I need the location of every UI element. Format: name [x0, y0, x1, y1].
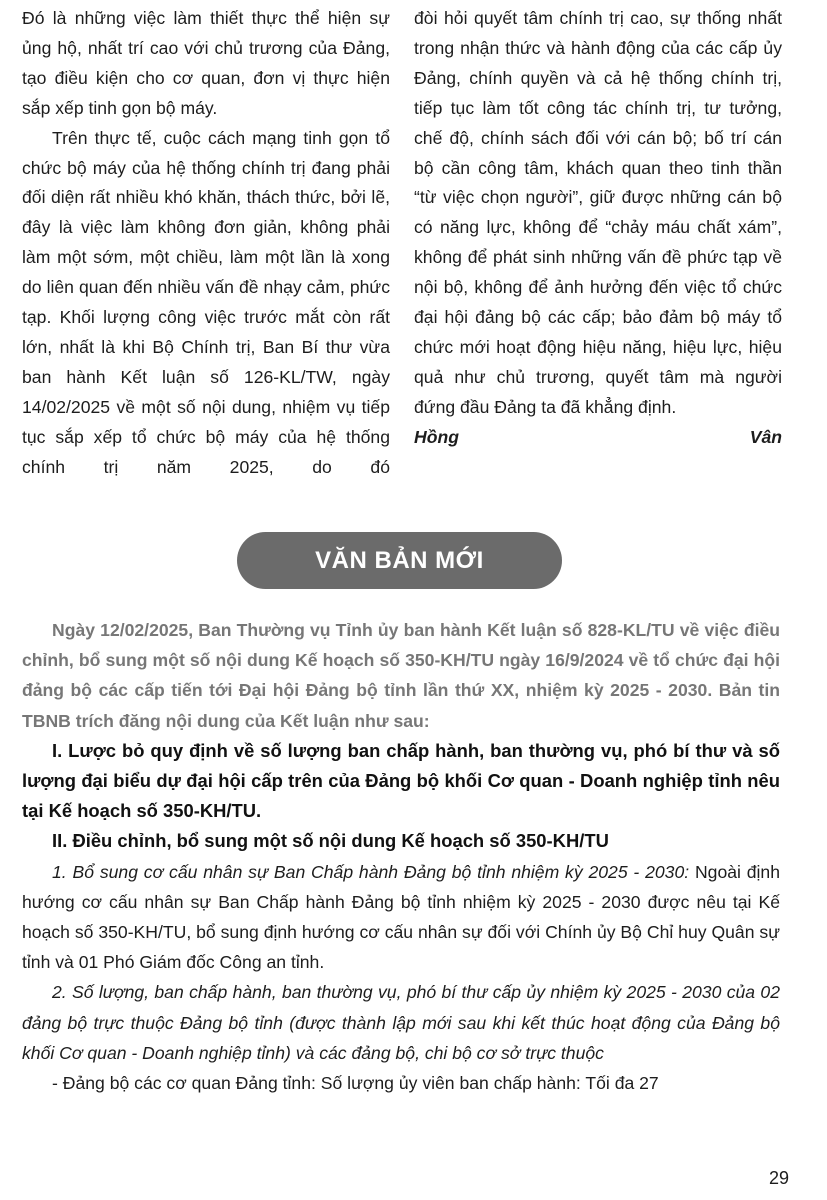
right-paragraph-1: đòi hỏi quyết tâm chính trị cao, sự thống nhất trong nhận thức và hành động của các cấp ủy Đảng, chính quyền và cả hệ thống chính trị, tiếp tục làm tốt công tác chính trị, tư tưởng, chế độ, chính sách đối với cán bộ; bố trí cán bộ cần công tâm, khách quan theo tinh thần “từ việc chọn người”, giữ được những cán bộ có năng lực, không để “chảy máu chất xám”, không để phát sinh những vấn đề phức tạp về nội bộ, không để ảnh hưởng đến việc tổ chức đại hội đảng bộ các cấp; bảo đảm bộ máy tổ chức mới hoạt động hiệu năng, hiệu lực, hiệu quả như chủ trương, quyết tâm mà người đứng đầu Đảng ta đã khẳng định.: [414, 8, 782, 417]
section-heading-1: I. Lược bỏ quy định về số lượng ban chấp hành, ban thường vụ, phó bí thư và số lượng đại biểu dự đại hội cấp trên của Đảng bộ khối Cơ quan - Doanh nghiệp tỉnh nêu tại Kế hoạch số 350-KH/TU.: [22, 739, 780, 822]
item-1: [22, 857, 780, 978]
left-paragraph-1: Đó là những việc làm thiết thực thể hiện sự ủng hộ, nhất trí cao với chủ trương của Đảng, tạo điều kiện cho cơ quan, đơn vị thực hiện sắp xếp tinh gọn bộ máy.: [22, 8, 390, 118]
left-column: [22, 4, 390, 483]
author-signature: Hồng Vân: [414, 426, 782, 447]
banner-title: VĂN BẢN MỚI: [315, 546, 484, 574]
left-paragraph-2: Trên thực tế, cuộc cách mạng tinh gọn tổ chức bộ máy của hệ thống chính trị đang phải đối diện rất nhiều khó khăn, thách thức, bởi lẽ, đây là việc làm không đơn giản, không phải làm một sớm, một chiều, làm một lần là xong do liên quan đến nhiều vấn đề nhạy cảm, phức tạp. Khối lượng công việc trước mắt còn rất lớn, nhất là khi Bộ Chính trị, Ban Bí thư vừa ban hành Kết luận số 126-KL/TW, ngày 14/02/2025 về một số nội dung, nhiệm vụ tiếp tục sắp xếp tổ chức bộ máy của hệ thống chính trị năm 2025, do đó: [22, 127, 390, 477]
article-intro: Ngày 12/02/2025, Ban Thường vụ Tỉnh ủy ban hành Kết luận số 828-KL/TU về việc điều chỉnh, bổ sung một số nội dung Kế hoạch số 350-KH/TU ngày 16/9/2024 về tổ chức đại hội đảng bộ các cấp tiến tới Đại hội Đảng bộ tỉnh lần thứ XX, nhiệm kỳ 2025 - 2030. Bản tin TBNB trích đăng nội dung của Kết luận như sau:: [22, 620, 780, 731]
article-body: [22, 615, 780, 1098]
item-1-heading: 1. Bổ sung cơ cấu nhân sự Ban Chấp hành Đảng bộ tỉnh nhiệm kỳ 2025 - 2030:: [52, 861, 690, 882]
item-2-heading: 2. Số lượng, ban chấp hành, ban thường vụ, phó bí thư cấp ủy nhiệm kỳ 2025 - 2030 của 02 đảng bộ trực thuộc Đảng bộ tỉnh (được thành lập mới sau khi kết thúc hoạt động của Đảng bộ khối Cơ quan - Doanh nghiệp tỉnh) và các đảng bộ, chi bộ cơ sở trực thuộc: [22, 982, 780, 1063]
bullet-1: - Đảng bộ các cơ quan Đảng tỉnh: Số lượng ủy viên ban chấp hành: Tối đa 27: [52, 1073, 659, 1094]
section-banner: [237, 532, 562, 589]
two-column-article: [22, 4, 782, 483]
right-column: [414, 4, 782, 483]
page-number: 29: [768, 1168, 789, 1188]
item-1-text: Ngoài định hướng cơ cấu nhân sự Ban Chấp hành Đảng bộ tỉnh nhiệm kỳ 2025 - 2030 được nêu tại Kế hoạch số 350-KH/TU, bổ sung định hướng cơ cấu nhân sự đối với Chính ủy Bộ Chỉ huy Quân sự tỉnh và 01 Phó Giám đốc Công an tỉnh.: [22, 861, 781, 973]
section-heading-2: II. Điều chỉnh, bổ sung một số nội dung Kế hoạch số 350-KH/TU: [52, 830, 609, 852]
